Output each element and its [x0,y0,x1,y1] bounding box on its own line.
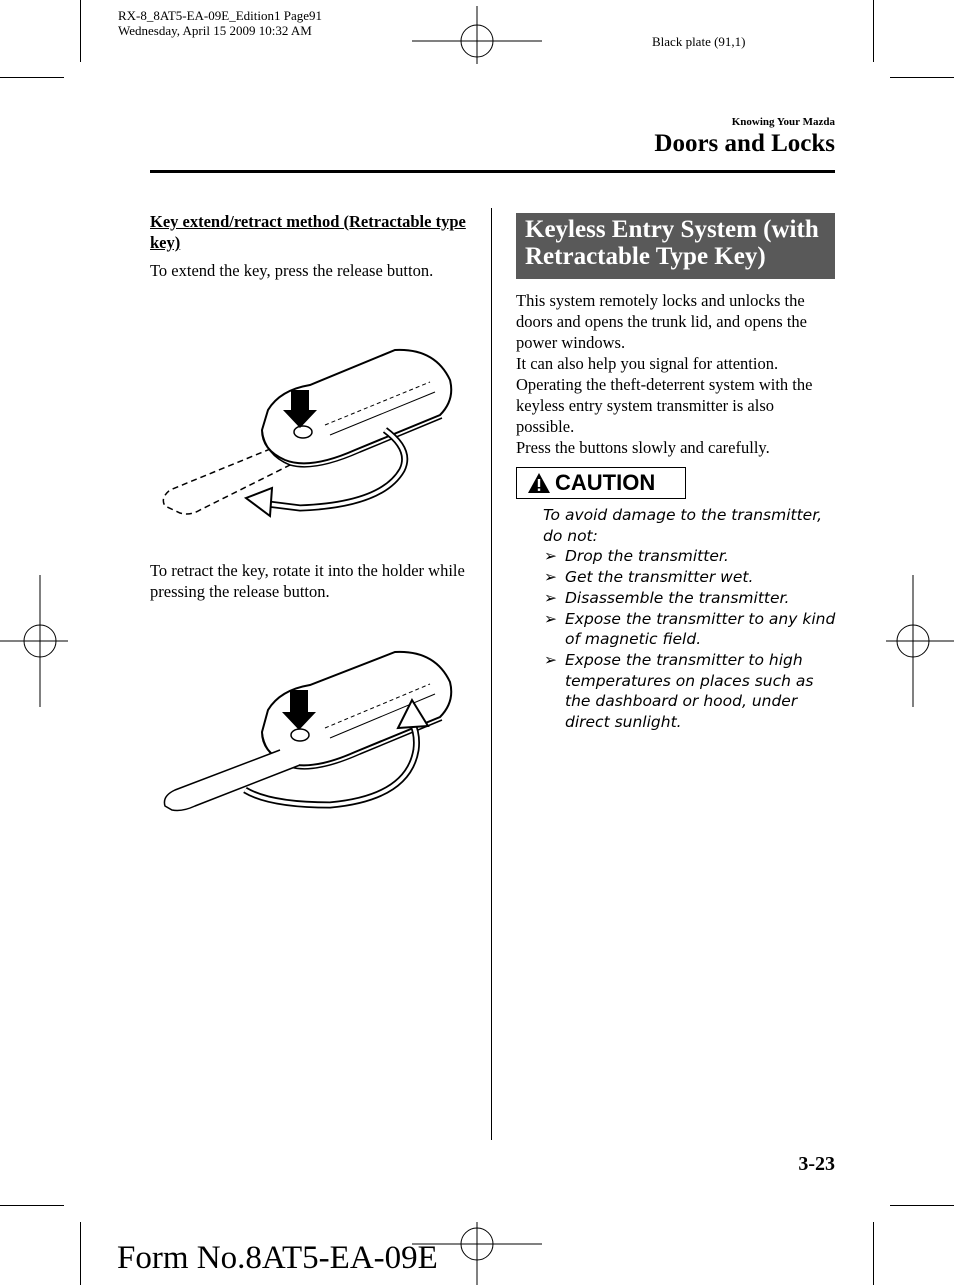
paragraph: Press the buttons slowly and carefully. [516,438,770,457]
form-number: Form No.8AT5-EA-09E [117,1240,438,1276]
caution-list [543,546,838,732]
caution-intro: To avoid damage to the transmitter, do not: [543,506,823,545]
chapter-label: Knowing Your Mazda [731,116,835,128]
header-rule [150,170,835,173]
crop-mark [873,0,874,62]
list-item [543,588,838,609]
column-divider [491,208,492,1140]
extend-instruction: To extend the key, press the release button. [150,261,434,280]
paragraph: It can also help you signal for attention. [516,354,779,373]
subheading: Key extend/retract method (Retractable type key) [150,212,466,252]
bullet-arrow-icon: ➢ [544,609,557,628]
registration-mark-top-icon [412,6,542,76]
list-item [543,650,838,733]
crop-mark [0,77,64,78]
list-item-text: Expose the transmitter to high temperatures on places such as the dashboard or hood, under direct sunlight. [565,650,814,732]
registration-mark-left-icon [0,575,70,707]
bullet-arrow-icon: ➢ [544,547,557,566]
bullet-arrow-icon: ➢ [544,568,557,587]
crop-mark [890,1205,954,1206]
print-info-line: Wednesday, April 15 2009 10:32 AM [118,23,312,38]
crop-mark [890,77,954,78]
print-info-line: RX-8_8AT5-EA-09E_Edition1 Page91 [118,8,323,23]
registration-mark-right-icon [884,575,954,707]
list-item [543,609,838,650]
crop-mark [80,1222,81,1285]
crop-mark [80,0,81,62]
print-info [118,8,322,38]
list-item-text: Drop the transmitter. [565,547,729,566]
key-retract-illustration-icon [150,640,460,830]
paragraph: This system remotely locks and unlocks the doors and opens the trunk lid, and opens the power windows. [516,291,807,352]
crop-mark [0,1205,64,1206]
key-extend-illustration-icon [150,330,460,530]
paragraph: Operating the theft-deterrent system with the keyless entry system transmitter is also possible. [516,375,813,436]
intro-text [516,290,836,458]
list-item [543,567,838,588]
section-title: Doors and Locks [654,130,835,157]
retract-instruction: To retract the key, rotate it into the holder while pressing the release button. [150,561,465,601]
caution-body [543,505,838,733]
list-item-text: Get the transmitter wet. [565,568,754,587]
caution-box [516,467,686,499]
section-heading-banner: Keyless Entry System (with Retractable Type Key) [516,213,835,279]
list-item [543,546,838,567]
plate-label: Black plate (91,1) [652,34,746,49]
warning-triangle-icon [527,472,551,494]
page-number: 3-23 [798,1153,835,1175]
caution-label: CAUTION [555,470,656,495]
list-item-text: Expose the transmitter to any kind of magnetic field. [565,609,836,649]
crop-mark [873,1222,874,1285]
bullet-arrow-icon: ➢ [544,650,557,669]
bullet-arrow-icon: ➢ [544,588,557,607]
list-item-text: Disassemble the transmitter. [565,588,790,607]
